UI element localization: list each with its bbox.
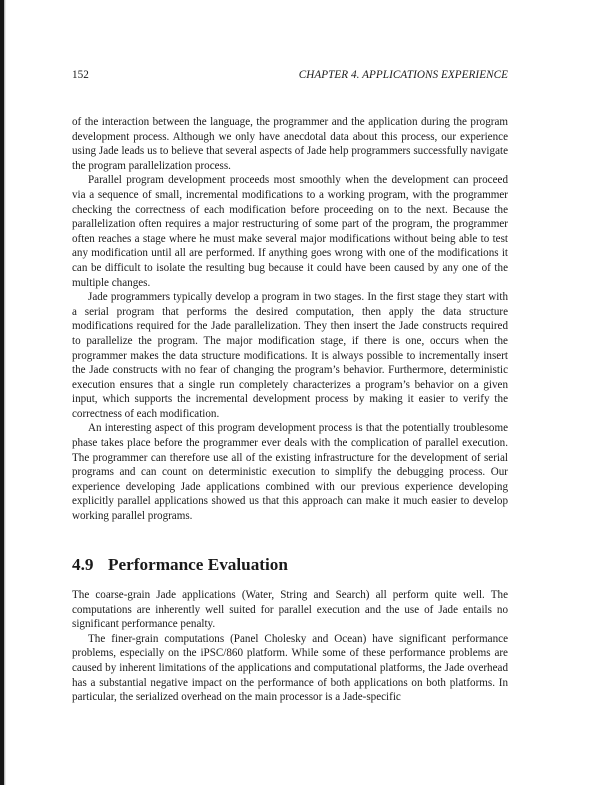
section-title: Performance Evaluation [108,555,288,574]
paragraph: of the interaction between the language, the programmer and the application during the program development process. Although we only have anecdotal data about this process, our experience using Jade leads us to believe that several aspects of Jade help programmers successfully navigate the program parallelization process. [72,116,508,172]
scan-edge-shadow [4,0,6,785]
running-head: CHAPTER 4. APPLICATIONS EXPERIENCE [298,69,508,81]
paragraph: The finer-grain computations (Panel Cholesky and Ocean) have significant performance problems, especially on the iPSC/860 platform. While some of these performance problems are caused by inherent limitations of the applications and computational platforms, the Jade overhead has a substantial negative impact on the performance of both applications on both platforms. In particular, the serialized overhead on the main processor is a Jade-specific [72,632,508,704]
section-heading [72,554,288,576]
paragraph: Parallel program development proceeds most smoothly when the development can proceed via a sequence of small, incremental modifications to a working program, with the programmer checking the correctness of each modification before proceeding on to the next. Because the parallelization often requires a major restructuring of some part of the program, the programmer often reaches a stage where he must make several major modifications without being able to test any modification until all are performed. If anything goes wrong with one of the modifications it can be difficult to isolate the resulting bug because it could have been caused by any one of the multiple changes. [72,174,508,289]
paragraph: Jade programmers typically develop a program in two stages. In the first stage they start with a serial program that performs the desired computation, then apply the data structure modifications required for the Jade parallelization. They then insert the Jade constructs required to parallelize the program. The major modification stage, if there is one, occurs when the programmer makes the data structure modifications. It is always possible to incrementally insert the Jade constructs with no fear of changing the program’s behavior. Furthermore, deterministic execution ensures that a single run completely characterizes a program’s behavior on a given input, which supports the incremental development process by making it easier to verify the correctness of each modification. [72,291,508,420]
page-header [72,67,508,83]
section-number: 4.9 [72,555,94,574]
body-text [72,115,508,524]
page-number: 152 [72,69,89,81]
section-body-text [72,588,508,705]
paragraph: The coarse-grain Jade applications (Water, String and Search) all perform quite well. The computations are inherently well suited for parallel execution and the use of Jade entails no significant performance penalty. [72,589,508,631]
paragraph: An interesting aspect of this program development process is that the potentially troublesome phase takes place before the programmer ever deals with the complication of parallel execution. The programmer can therefore use all of the existing infrastructure for the development of serial programs and can count on deterministic execution to simplify the debugging process. Our experience developing Jade applications combined with our previous experience developing explicitly parallel applications showed us that this approach can make it much easier to develop working parallel programs. [72,422,508,523]
